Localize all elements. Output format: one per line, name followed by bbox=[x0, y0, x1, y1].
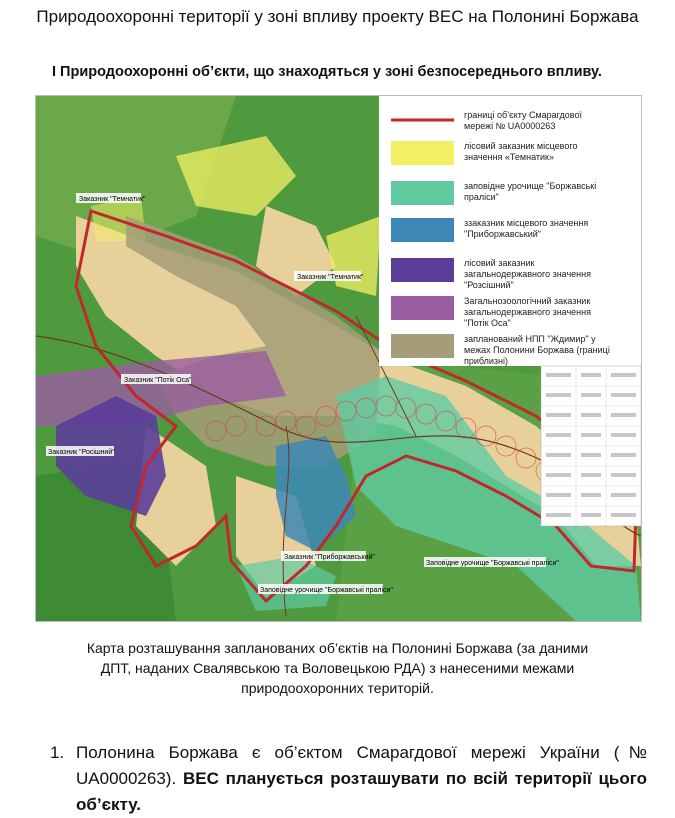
map-label-rosishnyi: Заказник "Росішний" bbox=[48, 449, 115, 456]
legend-label: лісовий заказник місцевого bbox=[464, 141, 578, 151]
map-label-urochyshche: Заповідне урочище "Боржавські праліси" bbox=[426, 560, 559, 567]
legend-swatch bbox=[391, 141, 454, 165]
legend-label: границі об’єкту Смарагдової bbox=[464, 110, 582, 120]
protected-areas-map bbox=[35, 95, 642, 622]
legend-label: заповідне урочище "Боржавські bbox=[464, 181, 597, 191]
map-label-pryborzhavskyi: Заказник "Приборжавський" bbox=[284, 554, 375, 561]
legend-label: лісовий заказник bbox=[464, 258, 535, 268]
dpt-legend-table bbox=[541, 366, 641, 526]
legend-label: загальнодержавного значення bbox=[464, 269, 591, 279]
list-number: 1. bbox=[50, 743, 65, 762]
legend-swatch bbox=[391, 258, 454, 282]
legend-swatch bbox=[391, 218, 454, 242]
legend-label: "Приборжавський" bbox=[464, 229, 541, 239]
map-caption: Карта розташування запланованих об’єктів на Полонині Боржава (за даними ДПТ, наданих Свалявською та Воловецькою РДА) з нанесеними межами природоохоронних територій. bbox=[86, 640, 589, 696]
legend-label: приблизні) bbox=[464, 356, 509, 366]
legend-swatch bbox=[391, 181, 454, 205]
legend-item bbox=[391, 141, 577, 165]
legend-label: ззаказник місцевого значення bbox=[464, 218, 589, 228]
legend-label: Загальнозоологічний заказник bbox=[464, 296, 591, 306]
list-item bbox=[50, 740, 647, 818]
paragraph-text: Полонина Боржава є об’єктом Смарагдової мережі України (№ UA0000263). bbox=[76, 743, 647, 788]
legend-label: межах Полонини Боржава (границі bbox=[464, 345, 610, 355]
legend-label: праліси" bbox=[464, 192, 499, 202]
legend-label: мережі № UA0000263 bbox=[464, 121, 556, 131]
section-heading: І Природоохоронні об’єкти, що знаходяться у зоні безпосереднього впливу. bbox=[52, 64, 602, 80]
map-label-potik-osa: Заказник "Потік Оса" bbox=[124, 377, 192, 384]
page-title: Природоохоронні території у зоні впливу проекту ВЕС на Полонині Боржава bbox=[36, 7, 639, 26]
legend-label: значення «Темнатик» bbox=[464, 152, 554, 162]
map-label-temnatyk: Заказник "Темнатик" bbox=[79, 196, 146, 203]
legend-swatch bbox=[391, 334, 454, 358]
legend-label: загальнодержавного значення bbox=[464, 307, 591, 317]
legend-label: "Потік Оса" bbox=[464, 318, 511, 328]
legend-swatch bbox=[391, 296, 454, 320]
paragraph-bold-text: ВЕС планується розташувати по всій території цього об’єкту. bbox=[76, 769, 647, 814]
legend-label: "Розсішний" bbox=[464, 280, 514, 290]
map-legend bbox=[379, 96, 641, 366]
map-label-temnatyk: Заказник "Темнатик" bbox=[297, 274, 364, 281]
legend-label: запланований НПП "Ждимир" у bbox=[464, 334, 596, 344]
map-label-urochyshche: Заповідне урочище "Боржавські праліси" bbox=[260, 587, 393, 594]
